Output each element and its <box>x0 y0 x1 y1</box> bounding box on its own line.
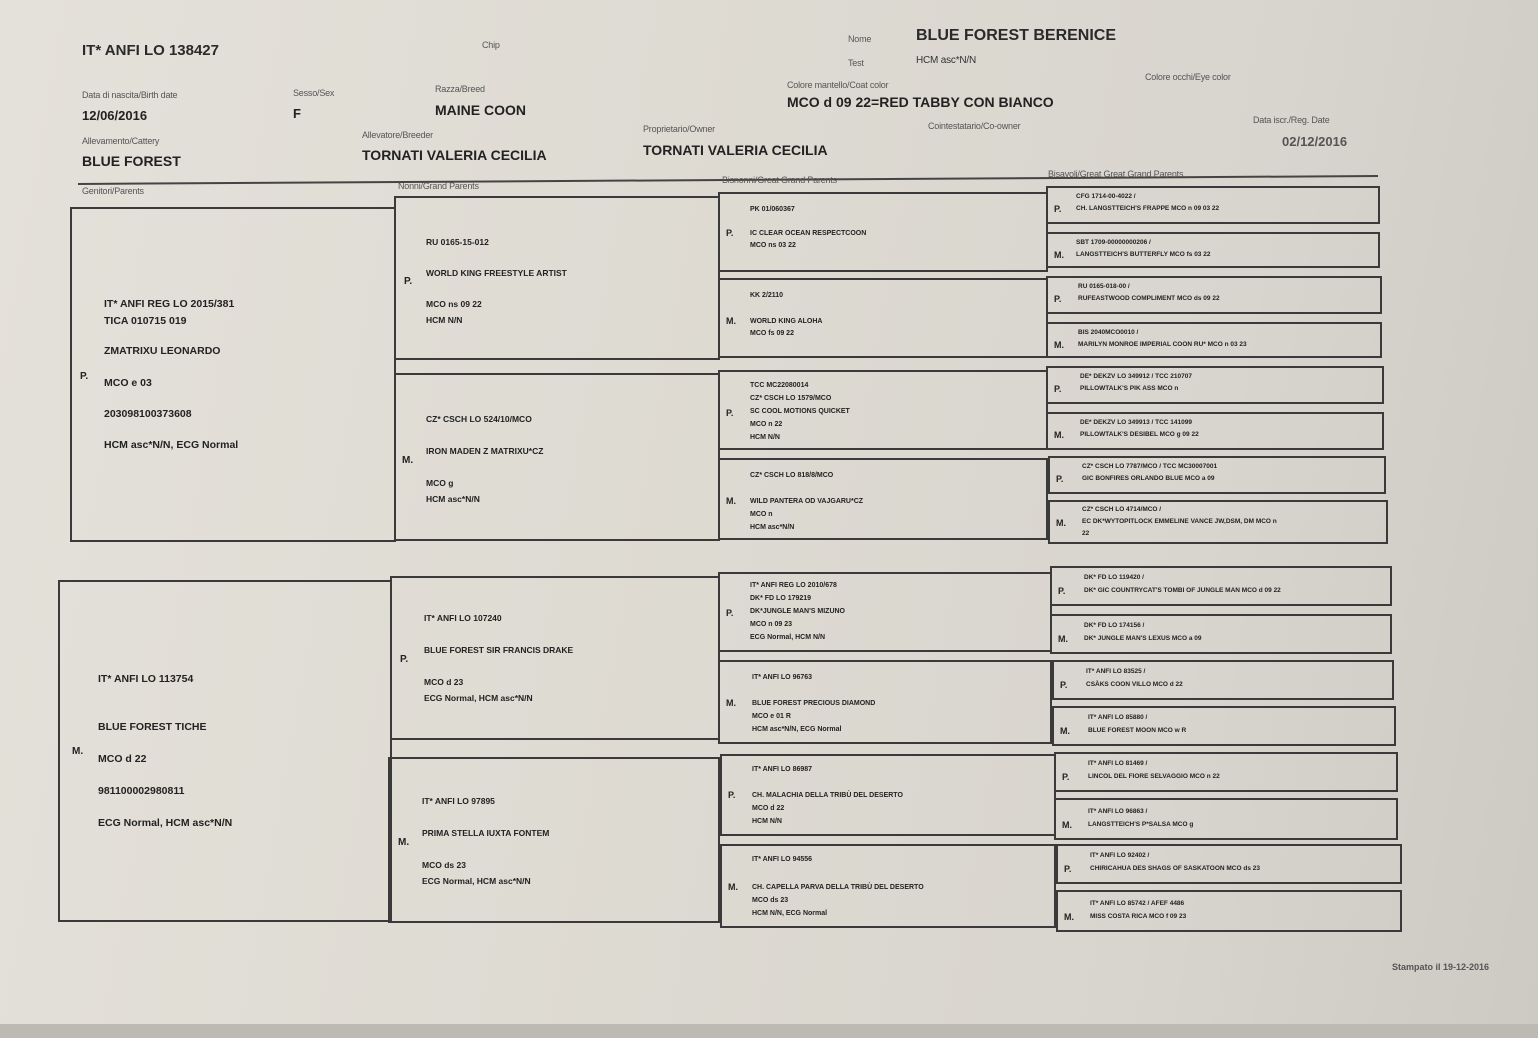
grandparent-1-pm: P. <box>404 276 413 287</box>
great-grandparent-6-line-4: HCM asc*N/N, ECG Normal <box>752 726 842 733</box>
grandparent-1-line-3: MCO ns 09 22 <box>426 299 482 309</box>
great-grandparent-7-pm: P. <box>728 790 736 800</box>
ggg-parent-12-line-1: IT* ANFI LO 85880 / <box>1088 714 1148 721</box>
ggg-parent-16-box <box>1056 890 1402 932</box>
great-grandparent-7-line-1: IT* ANFI LO 86987 <box>752 766 813 773</box>
great-grandparent-3-line-5: HCM N/N <box>750 434 780 441</box>
ggg-parent-1-box <box>1046 186 1380 224</box>
great-grandparent-7-line-4: HCM N/N <box>752 818 782 825</box>
grandparent-3-line-3: MCO d 23 <box>424 677 464 687</box>
dam-line-2: BLUE FOREST TICHE <box>98 721 207 733</box>
grandparent-4-line-2: PRIMA STELLA IUXTA FONTEM <box>422 828 550 838</box>
ggg-parent-3-line-1: RU 0165-018-00 / <box>1078 283 1130 290</box>
ggg-parent-7-line-2: GIC BONFIRES ORLANDO BLUE MCO a 09 <box>1082 475 1215 482</box>
ggg-parent-5-box <box>1046 366 1384 404</box>
great-grandparent-1-pm: P. <box>726 228 734 238</box>
ggg-parent-9-box <box>1050 566 1392 606</box>
ggg-parent-15-line-1: IT* ANFI LO 92402 / <box>1090 852 1150 859</box>
cattery-label: Allevamento/Cattery <box>82 136 160 146</box>
column-great-great-grandparents: Bisavoli/Great Great Grand Parents <box>1048 169 1184 179</box>
ggg-parent-5-pm: P. <box>1054 384 1062 394</box>
ggg-parent-11-line-2: CSÀKS COON VILLO MCO d 22 <box>1086 681 1183 688</box>
grandparent-4-box <box>388 757 720 923</box>
sire-pm: P. <box>80 371 89 382</box>
great-grandparent-5-box <box>718 572 1052 652</box>
ggg-parent-14-pm: M. <box>1062 820 1072 830</box>
ggg-parent-10-pm: M. <box>1058 634 1068 644</box>
name-label: Nome <box>848 34 872 44</box>
ggg-parent-14-box <box>1054 798 1398 840</box>
grandparent-2-line-2: IRON MADEN Z MATRIXU*CZ <box>426 446 544 456</box>
sire-box <box>70 207 396 542</box>
owner-value: TORNATI VALERIA CECILIA <box>643 142 828 158</box>
ggg-parent-11-pm: P. <box>1060 680 1068 690</box>
ggg-parent-15-box <box>1056 844 1402 884</box>
cattery-value: BLUE FOREST <box>82 153 181 169</box>
grandparent-3-line-2: BLUE FOREST SIR FRANCIS DRAKE <box>424 645 574 655</box>
ggg-parent-16-line-1: IT* ANFI LO 85742 / AFEF 4486 <box>1090 900 1185 907</box>
ggg-parent-6-line-2: PILLOWTALK'S DESIBEL MCO g 09 22 <box>1080 431 1199 438</box>
coat-color-label: Colore mantello/Coat color <box>787 80 889 90</box>
great-grandparent-3-line-2: CZ* CSCH LO 1579/MCO <box>750 395 832 402</box>
great-grandparent-4-line-2: WILD PANTERA OD VAJGARU*CZ <box>750 498 864 505</box>
ggg-parent-12-line-2: BLUE FOREST MOON MCO w R <box>1088 727 1187 734</box>
great-grandparent-8-box <box>720 844 1056 928</box>
printed-date: Stampato il 19-12-2016 <box>1392 962 1490 972</box>
ggg-parent-7-pm: P. <box>1056 474 1064 484</box>
great-grandparent-7-box <box>720 754 1056 836</box>
reg-date-label: Data iscr./Reg. Date <box>1253 115 1330 125</box>
great-grandparent-2-line-3: MCO fs 09 22 <box>750 330 794 337</box>
grandparent-2-box <box>394 373 720 541</box>
ggg-parent-10-line-2: DK* JUNGLE MAN'S LEXUS MCO a 09 <box>1084 635 1202 642</box>
ggg-parent-8-box <box>1048 500 1388 544</box>
great-grandparent-3-box <box>718 370 1048 450</box>
breed-label: Razza/Breed <box>435 84 485 94</box>
great-grandparent-5-line-3: DK*JUNGLE MAN'S MIZUNO <box>750 608 845 615</box>
great-grandparent-8-line-2: CH. CAPELLA PARVA DELLA TRIBÙ DEL DESERTO <box>752 884 924 891</box>
ggg-parent-1-line-2: CH. LANGSTTEICH'S FRAPPE MCO n 09 03 22 <box>1076 205 1220 212</box>
ggg-parent-13-line-1: IT* ANFI LO 81469 / <box>1088 760 1148 767</box>
ggg-parent-2-box <box>1046 232 1380 268</box>
grandparent-4-pm: M. <box>398 837 410 848</box>
great-grandparent-1-line-2: IC CLEAR OCEAN RESPECTCOON <box>750 230 867 237</box>
great-grandparent-8-line-4: HCM N/N, ECG Normal <box>752 910 828 917</box>
ggg-parent-11-box <box>1052 660 1394 700</box>
great-grandparent-8-line-1: IT* ANFI LO 94556 <box>752 856 813 863</box>
dam-line-3: MCO d 22 <box>98 753 147 765</box>
dam-line-5: ECG Normal, HCM asc*N/N <box>98 817 233 829</box>
sex-value: F <box>293 106 301 121</box>
ggg-parent-16-pm: M. <box>1064 912 1074 922</box>
great-grandparent-4-line-1: CZ* CSCH LO 818/8/MCO <box>750 472 834 479</box>
dam-line-1: IT* ANFI LO 113754 <box>98 673 194 685</box>
ggg-parent-4-line-2: MARILYN MONROE IMPERIAL COON RU* MCO n 03 23 <box>1078 341 1247 348</box>
great-grandparent-2-line-2: WORLD KING ALOHA <box>750 318 823 325</box>
dam-line-4: 981100002980811 <box>98 785 185 797</box>
great-grandparent-2-box <box>718 278 1048 358</box>
ggg-parent-8-pm: M. <box>1056 518 1066 528</box>
ggg-parent-13-pm: P. <box>1062 772 1070 782</box>
ggg-parent-10-line-1: DK* FD LO 174156 / <box>1084 622 1145 629</box>
great-grandparent-2-pm: M. <box>726 316 736 326</box>
grandparent-4-line-4: ECG Normal, HCM asc*N/N <box>422 876 531 886</box>
ggg-parent-3-box <box>1046 276 1382 314</box>
breed-value: MAINE COON <box>435 102 526 118</box>
ggg-parent-4-box <box>1046 322 1382 358</box>
co-owner-label: Cointestatario/Co-owner <box>928 121 1021 131</box>
ggg-parent-7-box <box>1048 456 1386 494</box>
grandparent-2-line-3: MCO g <box>426 478 454 488</box>
ggg-parent-16-line-2: MISS COSTA RICA MCO f 09 23 <box>1090 913 1187 920</box>
grandparent-1-line-1: RU 0165-15-012 <box>426 237 489 247</box>
great-grandparent-6-line-2: BLUE FOREST PRECIOUS DIAMOND <box>752 700 876 707</box>
ggg-parent-11-line-1: IT* ANFI LO 83525 / <box>1086 668 1146 675</box>
ggg-parent-12-box <box>1052 706 1396 746</box>
great-grandparent-2-line-1: KK 2/2110 <box>750 292 784 299</box>
ggg-parent-2-pm: M. <box>1054 250 1064 260</box>
great-grandparent-5-line-1: IT* ANFI REG LO 2010/678 <box>750 582 837 589</box>
column-parents: Genitori/Parents <box>82 186 144 196</box>
ggg-parent-4-line-1: BIS 2040MCO0010 / <box>1078 329 1139 336</box>
great-grandparent-4-box <box>718 458 1048 540</box>
ggg-parent-6-pm: M. <box>1054 430 1064 440</box>
grandparent-1-line-2: WORLD KING FREESTYLE ARTIST <box>426 268 567 278</box>
ggg-parent-8-line-2: EC DK*WYTOPITLOCK EMMELINE VANCE JW,DSM, DM MCO n <box>1082 518 1277 525</box>
great-grandparent-3-line-4: MCO n 22 <box>750 421 783 428</box>
sire-line-4: MCO e 03 <box>104 377 152 389</box>
reg-date-value: 02/12/2016 <box>1282 134 1348 149</box>
owner-label: Proprietario/Owner <box>643 124 715 134</box>
great-grandparent-7-line-3: MCO d 22 <box>752 805 785 812</box>
sire-line-6: HCM asc*N/N, ECG Normal <box>104 439 239 451</box>
ggg-parent-7-line-1: CZ* CSCH LO 7787/MCO / TCC MC30007001 <box>1082 463 1218 470</box>
great-grandparent-4-line-4: HCM asc*N/N <box>750 524 795 531</box>
dam-box <box>58 580 392 922</box>
ggg-parent-9-pm: P. <box>1058 586 1066 596</box>
ggg-parent-9-line-1: DK* FD LO 119420 / <box>1084 574 1144 581</box>
great-grandparent-8-pm: M. <box>728 882 738 892</box>
grandparent-1-box <box>394 196 720 360</box>
grandparent-4-line-1: IT* ANFI LO 97895 <box>422 796 495 806</box>
sire-line-5: 203098100373608 <box>104 408 192 420</box>
great-grandparent-6-line-1: IT* ANFI LO 96763 <box>752 674 813 681</box>
great-grandparent-3-pm: P. <box>726 408 734 418</box>
ggg-parent-13-box <box>1054 752 1398 792</box>
grandparent-2-pm: M. <box>402 455 414 466</box>
ggg-parent-12-pm: M. <box>1060 726 1070 736</box>
great-grandparent-4-pm: M. <box>726 496 736 506</box>
birth-date-label: Data di nascita/Birth date <box>82 90 178 100</box>
great-grandparent-8-line-3: MCO ds 23 <box>752 897 789 904</box>
grandparent-3-line-4: ECG Normal, HCM asc*N/N <box>424 693 533 703</box>
ggg-parent-2-line-2: LANGSTTEICH'S BUTTERFLY MCO fs 03 22 <box>1076 251 1211 258</box>
coat-color-value: MCO d 09 22=RED TABBY CON BIANCO <box>787 94 1054 110</box>
great-grandparent-1-line-1: PK 01/060367 <box>750 206 795 213</box>
great-grandparent-5-pm: P. <box>726 608 734 618</box>
ggg-parent-5-line-2: PILLOWTALK'S PIK ASS MCO n <box>1080 385 1179 392</box>
grandparent-1-line-4: HCM N/N <box>426 315 463 325</box>
great-grandparent-1-box <box>718 192 1048 272</box>
ggg-parent-15-line-2: CHIRICAHUA DES SHAGS OF SASKATOON MCO ds 23 <box>1090 865 1260 872</box>
ggg-parent-4-pm: M. <box>1054 340 1064 350</box>
ggg-parent-5-line-1: DE* DEKZV LO 349912 / TCC 210707 <box>1080 373 1192 380</box>
ggg-parent-13-line-2: LINCOL DEL FIORE SELVAGGIO MCO n 22 <box>1088 773 1220 780</box>
ggg-parent-14-line-1: IT* ANFI LO 96863 / <box>1088 808 1148 815</box>
eye-color-label: Colore occhi/Eye color <box>1145 72 1231 82</box>
ggg-parent-1-line-1: CFG 1714-00-4022 / <box>1076 193 1136 200</box>
great-grandparent-6-line-3: MCO e 01 R <box>752 713 791 720</box>
sex-label: Sesso/Sex <box>293 88 335 98</box>
test-label: Test <box>848 58 864 68</box>
cat-name: BLUE FOREST BERENICE <box>916 27 1117 44</box>
ggg-parent-8-line-3: 22 <box>1082 530 1090 537</box>
great-grandparent-6-pm: M. <box>726 698 736 708</box>
ggg-parent-9-line-2: DK* GIC COUNTRYCAT'S TOMBI OF JUNGLE MAN MCO d 09 22 <box>1084 587 1281 594</box>
great-grandparent-3-line-1: TCC MC22080014 <box>750 382 809 389</box>
ggg-parent-14-line-2: LANGSTTEICH'S P*SALSA MCO g <box>1088 821 1194 828</box>
grandparent-2-line-1: CZ* CSCH LO 524/10/MCO <box>426 414 532 424</box>
breeder-value: TORNATI VALERIA CECILIA <box>362 147 547 163</box>
ggg-parent-1-pm: P. <box>1054 204 1062 214</box>
great-grandparent-6-box <box>718 660 1052 744</box>
great-grandparent-4-line-3: MCO n <box>750 511 773 518</box>
grandparent-3-box <box>390 576 720 740</box>
birth-date: 12/06/2016 <box>82 108 148 123</box>
column-great-grandparents: Bisnonni/Great Grand Parents <box>722 175 837 185</box>
great-grandparent-7-line-2: CH. MALACHIA DELLA TRIBÙ DEL DESERTO <box>752 792 903 799</box>
column-grandparents: Nonni/Grand Parents <box>398 181 479 191</box>
ggg-parent-6-line-1: DE* DEKZV LO 349913 / TCC 141099 <box>1080 419 1192 426</box>
test-value: HCM asc*N/N <box>916 55 977 66</box>
grandparent-4-line-3: MCO ds 23 <box>422 860 466 870</box>
sire-line-1: IT* ANFI REG LO 2015/381 <box>104 298 235 310</box>
great-grandparent-5-line-2: DK* FD LO 179219 <box>750 595 812 602</box>
great-grandparent-5-line-4: MCO n 09 23 <box>750 621 793 628</box>
ggg-parent-3-line-2: RUFEASTWOOD COMPLIMENT MCO ds 09 22 <box>1078 295 1220 302</box>
ggg-parent-3-pm: P. <box>1054 294 1062 304</box>
chip-label: Chip <box>482 40 500 50</box>
ggg-parent-8-line-1: CZ* CSCH LO 4714/MCO / <box>1082 506 1162 513</box>
grandparent-2-line-4: HCM asc*N/N <box>426 494 480 504</box>
grandparent-3-pm: P. <box>400 654 409 665</box>
dam-pm: M. <box>72 746 84 757</box>
great-grandparent-1-line-3: MCO ns 03 22 <box>750 242 796 249</box>
grandparent-3-line-1: IT* ANFI LO 107240 <box>424 613 502 623</box>
ggg-parent-10-box <box>1050 614 1392 654</box>
great-grandparent-3-line-3: SC COOL MOTIONS QUICKET <box>750 408 850 415</box>
breeder-label: Allevatore/Breeder <box>362 130 433 140</box>
ggg-parent-6-box <box>1046 412 1384 450</box>
ggg-parent-2-line-1: SBT 1709-00000000206 / <box>1076 239 1151 246</box>
ggg-parent-15-pm: P. <box>1064 864 1072 874</box>
sire-line-3: ZMATRIXU LEONARDO <box>104 345 221 357</box>
great-grandparent-5-line-5: ECG Normal, HCM N/N <box>750 634 826 641</box>
registration-number: IT* ANFI LO 138427 <box>82 42 219 59</box>
sire-line-2: TICA 010715 019 <box>104 315 187 327</box>
